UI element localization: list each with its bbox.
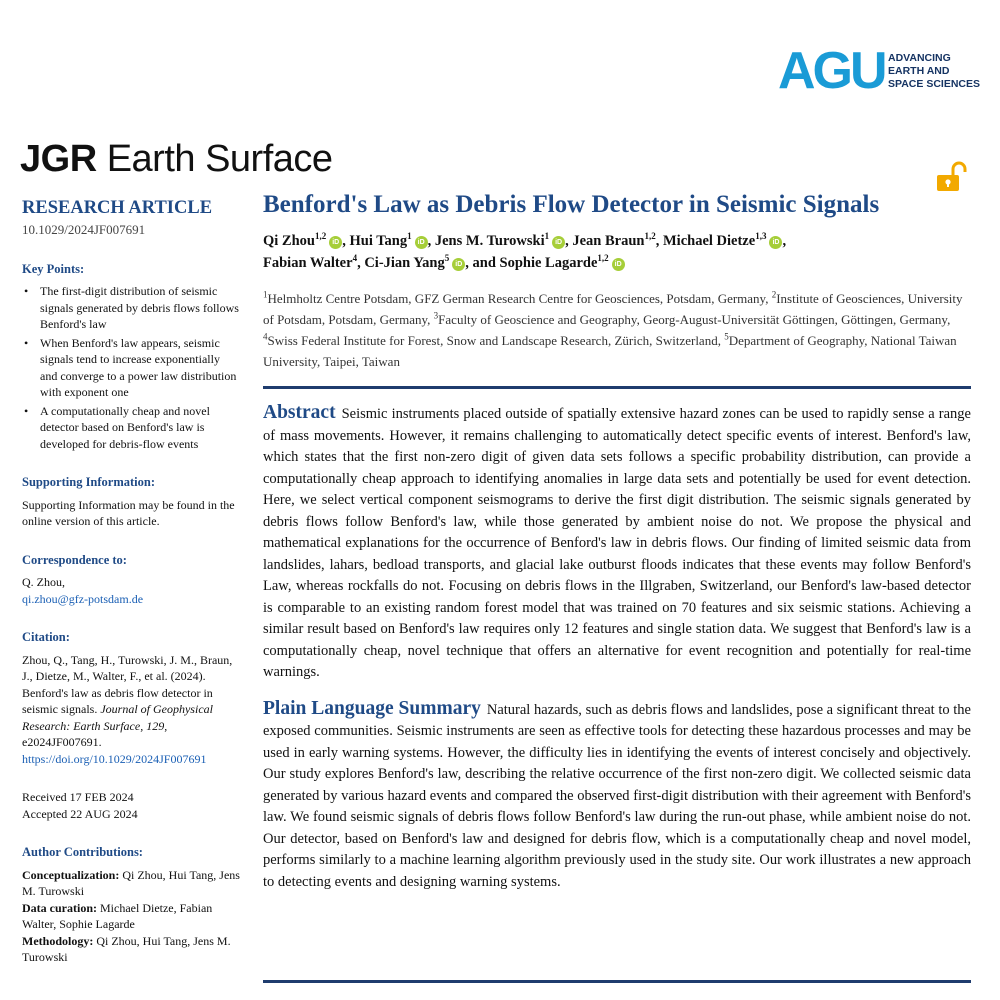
agu-tagline: [888, 52, 980, 91]
agu-logo-letters: AGU: [778, 42, 885, 100]
article-dates: [22, 789, 240, 822]
contribution-entry: [22, 867, 240, 900]
author-separator: , and: [465, 255, 500, 271]
journal-title-bold: JGR: [20, 138, 97, 180]
orcid-icon[interactable]: iD: [452, 258, 465, 271]
author-name: Jens M. Turowski: [434, 233, 545, 249]
bullet-icon: •: [24, 284, 29, 298]
affiliation-text: Faculty of Geoscience and Geography, Georg-August-Universität Göttingen, Göttingen, Germany,: [438, 312, 951, 327]
key-point: [22, 335, 240, 401]
author-affiliation-number: 4: [352, 253, 358, 264]
orcid-icon[interactable]: iD: [612, 258, 625, 271]
citation-journal: Journal of Geophysical Research: Earth Surface, 129: [22, 702, 213, 733]
affiliation-number: 5: [724, 331, 729, 342]
supporting-info-heading: Supporting Information:: [22, 475, 156, 489]
key-point: [22, 403, 240, 453]
author-name: Ci-Jian Yang: [364, 255, 445, 271]
author-contributions: [22, 867, 240, 966]
contribution-role: Conceptualization:: [22, 867, 120, 882]
agu-tagline-line: ADVANCING: [888, 52, 951, 64]
author[interactable]: [663, 233, 786, 249]
bullet-icon: •: [24, 403, 29, 418]
citation-body: Zhou, Q., Tang, H., Turowski, J. M., Braun, J., Dietze, M., Walter, F., et al. (2024). Benford's law as debris flow detector in seismic signals.: [22, 652, 233, 716]
affiliations: [263, 288, 971, 372]
key-points-heading: Key Points:: [22, 261, 85, 276]
author-separator: ,: [565, 233, 573, 249]
author[interactable]: [435, 233, 572, 249]
author[interactable]: [349, 233, 434, 249]
abstract-heading: Abstract: [263, 402, 336, 423]
key-point-text: The first-digit distribution of seismic signals generated by debris flows follows Benford's law: [40, 284, 239, 331]
author[interactable]: [364, 255, 499, 271]
sidebar: [22, 196, 240, 966]
correspondence-email-link[interactable]: qi.zhou@gfz-potsdam.de: [22, 591, 144, 606]
article-title: Benford's Law as Debris Flow Detector in Seismic Signals: [263, 191, 880, 218]
agu-tagline-line: SPACE SCIENCES: [888, 78, 980, 90]
accepted-date: Accepted 22 AUG 2024: [22, 806, 138, 821]
orcid-icon[interactable]: iD: [769, 236, 782, 249]
journal-title-rest: Earth Surface: [96, 138, 333, 180]
supporting-info-text: Supporting Information may be found in the online version of this article.: [22, 497, 235, 528]
author-name: Michael Dietze: [662, 233, 756, 249]
section-divider: [263, 386, 971, 389]
main-column: [263, 188, 971, 893]
bottom-divider: [263, 980, 971, 983]
correspondence-name: Q. Zhou,: [22, 575, 65, 589]
orcid-icon[interactable]: iD: [415, 236, 428, 249]
author-separator: ,: [655, 233, 663, 249]
key-point-text: When Benford's law appears, seismic signals tend to increase exponentially and converge to a power law distribution with exponent one: [40, 335, 237, 399]
citation-doi-link[interactable]: https://doi.org/10.1029/2024JF007691: [22, 751, 207, 766]
plain-language-summary-section: [263, 698, 971, 894]
doi: 10.1029/2024JF007691: [22, 222, 146, 237]
received-date: Received 17 FEB 2024: [22, 790, 134, 804]
affiliation-number: 4: [263, 331, 268, 342]
author-affiliation-number: 1: [544, 231, 550, 242]
affiliation-text: Swiss Federal Institute for Forest, Snow and Landscape Research, Zürich, Switzerland,: [267, 333, 725, 348]
plain-language-summary-text: Natural hazards, such as debris flows and landslides, pose a significant threat to the exposed communities. Seismic instruments are seen as effective tools for detecting these hazardous processes and may be used in early warning systems. However, the difficulty lies in identifying the events of interest concisely and objectively. Our study explores Benford's law, describing the relative occurrence of the first non-zero digit. We collected seismic data generated by various hazard events and compared the observed first-digit distribution with their agreement with Benford's law. We found seismic signals of debris flows follow Benford's law during the run-out phase, while ambient noise do not. Our detector, based on Benford's law and designed for debris flow, which is a computationally cheap and novel model, performs similarly to a machine learning algorithm previously used in the study site. Our work illustrates a new approach to detecting events and designing warning systems.: [263, 701, 971, 890]
citation-article-number: , e2024JF007691.: [22, 718, 168, 749]
plain-language-summary-heading: Plain Language Summary: [263, 697, 481, 719]
agu-tagline-line: EARTH AND: [888, 65, 950, 77]
affiliation-number: 1: [263, 289, 268, 300]
affiliation-number: 2: [771, 289, 777, 300]
affiliation-text: Helmholtz Centre Potsdam, GFZ German Research Centre for Geosciences, Potsdam, Germany,: [267, 291, 772, 306]
contribution-names: Qi Zhou, Hui Tang, Jens M. Turowski: [22, 867, 240, 898]
contribution-entry: [22, 933, 240, 966]
author-separator: ,: [342, 233, 350, 249]
citation-text: [22, 652, 240, 768]
abstract-text: Seismic instruments placed outside of spatially extensive hazard zones can be used to rapidly sense a range of mass movements. However, it remains challenging to automatically detect specific events of interest. Benford's law, which states that the first non-zero digit of given data sets follows a specific probability distribution, can provide a computationally cheap approach to identifying anomalies in large data sets and potentially be used for event detection. Here, we select vertical component seismograms to derive the first digit distribution. The seismic signals generated by debris flows follow Benford's law, while those generated by ambient noise do not. We propose the physical and mathematical explanations for the occurrence of Benford's law in debris flows. Our finding of limited seismic data from landslides, lahars, bedload transports, and glacial lake outburst floods indicates that these events may follow Benford's Law, whereas rockfalls do not. Focusing on debris flows in the Illgraben, Switzerland, our Benford's law-based detector is comparable to an existing random forest model that was trained on 70 features and six seismic stations. Achieving a similar result based on Benford's law requires only 12 features and single station data. We suggest that Benford's law is a computationally cheap, novel technique that offers an alternative for event recognition and potentially for real-time warnings.: [263, 406, 971, 680]
author-list: [263, 230, 971, 274]
key-points-list: [22, 283, 240, 452]
author[interactable]: [263, 255, 364, 271]
author-affiliation-number: 5: [444, 253, 450, 264]
contribution-names: Michael Dietze, Fabian Walter, Sophie Lagarde: [22, 900, 213, 931]
author-name: Jean Braun: [572, 233, 645, 249]
affiliation-number: 3: [433, 310, 439, 321]
author-separator: ,: [357, 255, 365, 271]
author-name: Qi Zhou: [263, 233, 315, 249]
contribution-role: Methodology:: [22, 933, 94, 948]
author-affiliation-number: 1,3: [755, 231, 767, 242]
correspondence-heading: Correspondence to:: [22, 552, 127, 567]
contribution-entry: [22, 900, 240, 933]
author-affiliation-number: 1,2: [644, 231, 656, 242]
key-point-text: A computationally cheap and novel detector based on Benford's law is developed for debris-flow events: [40, 403, 210, 451]
author-name: Fabian Walter: [263, 255, 353, 271]
author-name: Hui Tang: [349, 233, 408, 249]
abstract-section: [263, 402, 971, 684]
article-type: RESEARCH ARTICLE: [22, 198, 213, 218]
author-affiliation-number: 1,2: [597, 253, 609, 264]
author[interactable]: [572, 233, 663, 249]
author-affiliation-number: 1: [407, 231, 412, 242]
author-name: Sophie Lagarde: [499, 255, 598, 271]
citation-heading: Citation:: [22, 630, 70, 644]
contribution-names: Qi Zhou, Hui Tang, Jens M. Turowski: [22, 933, 231, 964]
author[interactable]: [500, 255, 625, 271]
author-separator: ,: [782, 233, 787, 249]
orcid-icon[interactable]: iD: [552, 236, 565, 249]
author-affiliation-number: 1,2: [314, 231, 327, 242]
author[interactable]: [263, 233, 349, 249]
key-point: [22, 283, 240, 333]
contribution-role: Data curation:: [22, 900, 97, 915]
affiliation-text: Institute of Geosciences, University of Potsdam, Potsdam, Germany,: [263, 291, 963, 327]
agu-logo: [778, 44, 978, 98]
journal-title: [20, 138, 333, 181]
affiliation-text: Department of Geography, National Taiwan University, Taipei, Taiwan: [263, 333, 957, 369]
bullet-icon: •: [24, 335, 29, 350]
author-contributions-heading: Author Contributions:: [22, 845, 143, 859]
orcid-icon[interactable]: iD: [329, 236, 342, 249]
author-separator: ,: [427, 233, 435, 249]
